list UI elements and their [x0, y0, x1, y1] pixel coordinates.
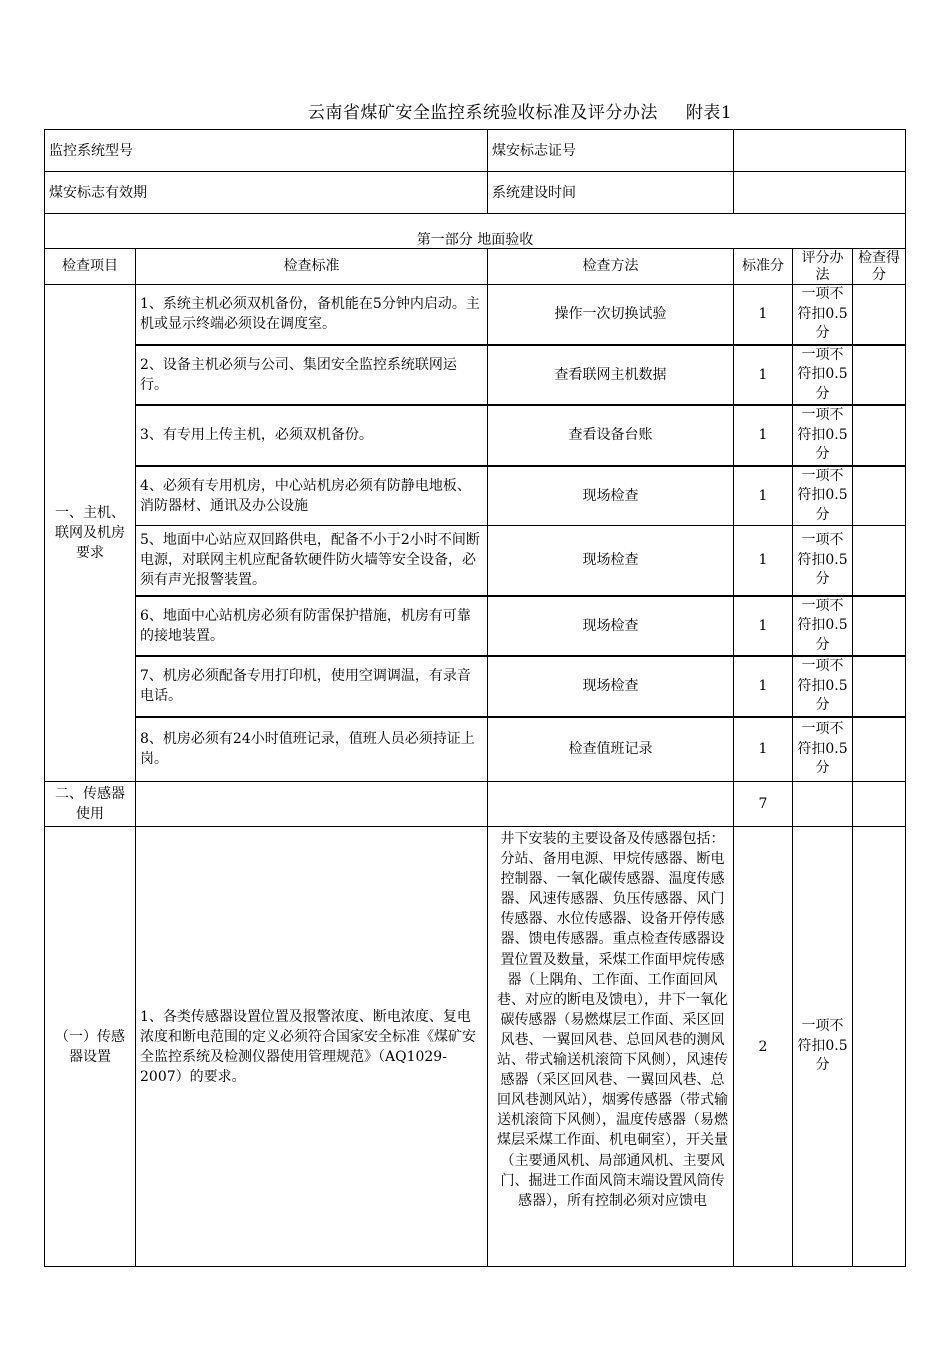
got-score-cell[interactable]: [853, 285, 906, 345]
standard-cell: 8、机房必须有24小时值班记录，值班人员必须持证上岗。: [136, 717, 488, 782]
section1-name: 一、主机、联网及机房要求: [45, 285, 136, 782]
table-row: [45, 782, 906, 827]
document-title: [0, 98, 950, 123]
rule-cell: 一项不符扣0.5分: [793, 345, 853, 406]
table-row: [45, 526, 906, 596]
header-score: 标准分: [734, 249, 793, 285]
table-row: [45, 466, 906, 526]
rule-cell: 一项不符扣0.5分: [793, 405, 853, 466]
table-row: [45, 345, 906, 406]
rule-cell: 一项不符扣0.5分: [793, 285, 853, 345]
cert-no-label: 煤安标志证号: [488, 130, 734, 172]
header-got: 检查得分: [853, 249, 906, 285]
score-cell: 1: [734, 466, 793, 526]
score-cell: 1: [734, 717, 793, 782]
document-title-text: 云南省煤矿安全监控系统验收标准及评分办法: [307, 103, 658, 123]
standard-cell: [136, 782, 488, 827]
table-row: [45, 717, 906, 782]
standard-cell: 5、地面中心站应双回路供电，配备不小于2小时不间断电源，对联网主机应配备软硬件防火墙等安全设备，必须有声光报警装置。: [136, 526, 488, 596]
method-cell: 现场检查: [488, 526, 734, 596]
score-cell: 1: [734, 596, 793, 657]
header-item: 检查项目: [45, 249, 136, 285]
score-cell: 1: [734, 656, 793, 717]
part-title: 第一部分 地面验收: [45, 214, 906, 249]
section2-name: 二、传感器使用: [45, 782, 136, 827]
table-row: [45, 405, 906, 466]
method-cell: 查看设备台账: [488, 405, 734, 466]
table-row: [45, 596, 906, 657]
rule-cell: 一项不符扣0.5分: [793, 717, 853, 782]
method-cell: 现场检查: [488, 656, 734, 717]
section2-score: 7: [734, 782, 793, 827]
rule-cell: 一项不符扣0.5分: [793, 526, 853, 596]
method-cell: 现场检查: [488, 466, 734, 526]
got-score-cell[interactable]: [853, 827, 906, 1267]
standard-cell: 1、各类传感器设置位置及报警浓度、断电浓度、复电浓度和断电范围的定义必须符合国家安全标准《煤矿安全监控系统及检测仪器使用管理规范》（AQ1029-2007）的要求。: [136, 827, 488, 1267]
score-cell: 1: [734, 345, 793, 406]
header-rule: 评分办法: [793, 249, 853, 285]
rule-cell: 一项不符扣0.5分: [793, 596, 853, 657]
got-score-cell[interactable]: [853, 345, 906, 406]
score-cell: 2: [734, 827, 793, 1267]
build-time-label: 系统建设时间: [488, 172, 734, 214]
got-score-cell[interactable]: [853, 782, 906, 827]
header-method: 检查方法: [488, 249, 734, 285]
got-score-cell[interactable]: [853, 717, 906, 782]
acceptance-table: [44, 129, 906, 1267]
standard-cell: 7、机房必须配备专用打印机，使用空调调温，有录音电话。: [136, 656, 488, 717]
standard-cell: 4、必须有专用机房，中心站机房必须有防静电地板、消防器材、通讯及办公设施: [136, 466, 488, 526]
appendix-label: 附表1: [685, 103, 733, 123]
method-cell: 查看联网主机数据: [488, 345, 734, 406]
header-standard: 检查标准: [136, 249, 488, 285]
rule-cell: [793, 782, 853, 827]
system-model-label: 监控系统型号: [45, 130, 488, 172]
rule-cell: 一项不符扣0.5分: [793, 466, 853, 526]
method-cell: 现场检查: [488, 596, 734, 657]
cert-validity-label: 煤安标志有效期: [45, 172, 488, 214]
score-cell: 1: [734, 526, 793, 596]
method-cell: 检查值班记录: [488, 717, 734, 782]
rule-cell: 一项不符扣0.5分: [793, 827, 853, 1267]
score-cell: 1: [734, 405, 793, 466]
method-cell: 操作一次切换试验: [488, 285, 734, 345]
table-row: [45, 656, 906, 717]
standard-cell: 3、有专用上传主机，必须双机备份。: [136, 405, 488, 466]
cert-no-value[interactable]: [734, 130, 906, 172]
subsection1-name: （一）传感器设置: [45, 827, 136, 1267]
method-cell: 井下安装的主要设备及传感器包括：分站、备用电源、甲烷传感器、断电控制器、一氧化碳传感器、温度传感器、风速传感器、负压传感器、风门传感器、水位传感器、设备开停传感器、馈电传感器。重点检查传感器设置位置及数量，采煤工作面甲烷传感器（上隅角、工作面、工作面回风巷、对应的断电及馈电），井下一氧化碳传感器（易燃煤层工作面、采区回风巷、一翼回风巷、总回风巷的测风站、带式输送机滚筒下风侧），风速传感器（采区回风巷、一翼回风巷、总回风巷测风站），烟雾传感器（带式输送机滚筒下风侧），温度传感器（易燃煤层采煤工作面、机电硐室），开关量（主要通风机、局部通风机、主要风门、掘进工作面风筒末端设置风筒传感器），所有控制必须对应馈电: [488, 827, 734, 1267]
method-cell: [488, 782, 734, 827]
table-row: [45, 827, 906, 1267]
build-time-value[interactable]: [734, 172, 906, 214]
standard-cell: 1、系统主机必须双机备份，备机能在5分钟内启动。主机或显示终端必须设在调度室。: [136, 285, 488, 345]
table-row: [45, 285, 906, 345]
got-score-cell[interactable]: [853, 656, 906, 717]
score-cell: 1: [734, 285, 793, 345]
got-score-cell[interactable]: [853, 466, 906, 526]
standard-cell: 2、设备主机必须与公司、集团安全监控系统联网运行。: [136, 345, 488, 406]
rule-cell: 一项不符扣0.5分: [793, 656, 853, 717]
got-score-cell[interactable]: [853, 596, 906, 657]
got-score-cell[interactable]: [853, 526, 906, 596]
standard-cell: 6、地面中心站机房必须有防雷保护措施，机房有可靠的接地装置。: [136, 596, 488, 657]
got-score-cell[interactable]: [853, 405, 906, 466]
